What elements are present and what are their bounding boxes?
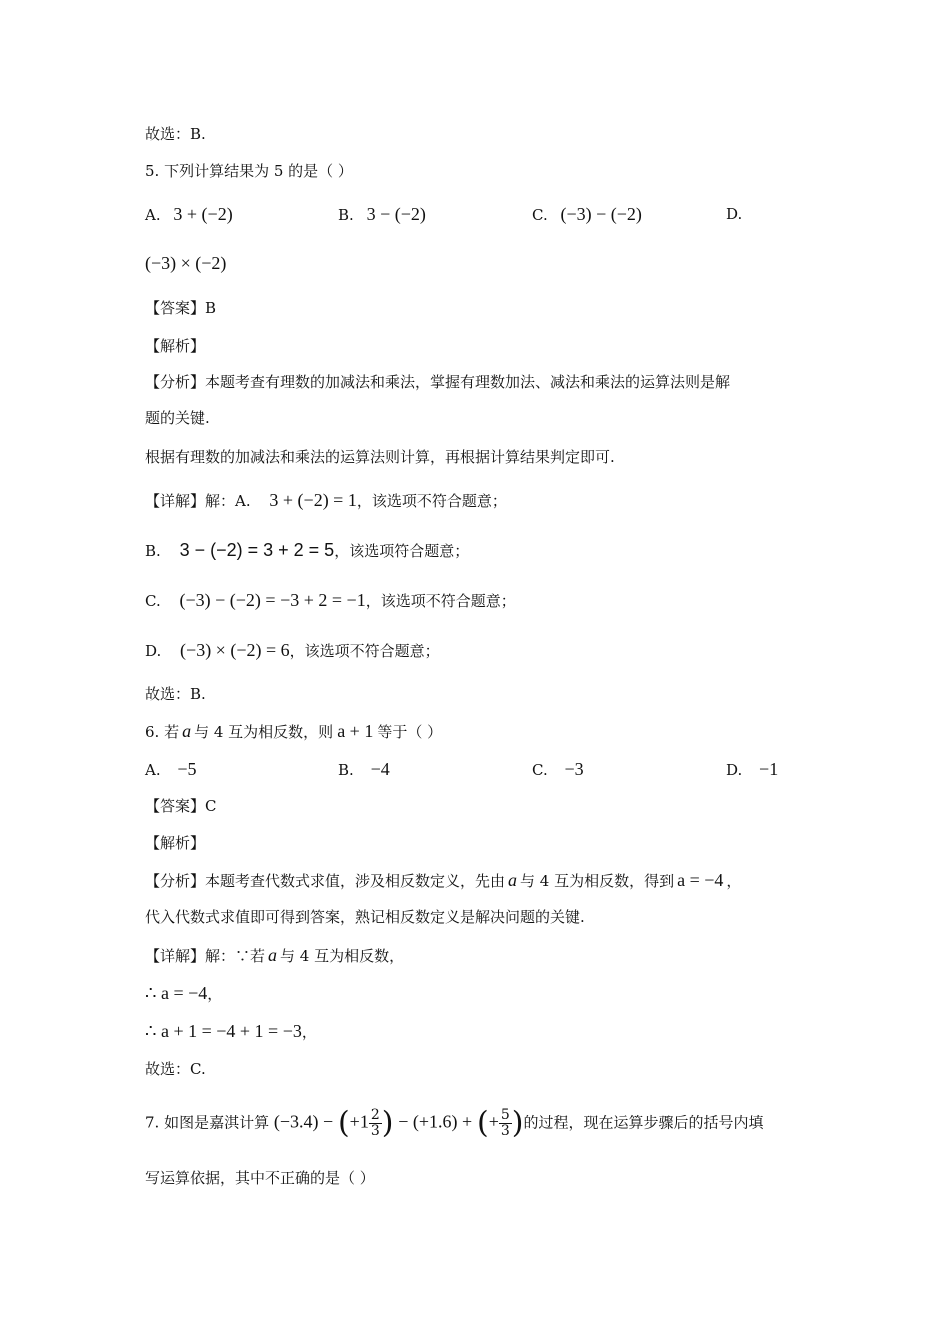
stem-text: 等于（ ）: [377, 723, 443, 741]
q5-detail-b: [145, 539, 469, 562]
term-2-whole: +1: [349, 1111, 369, 1132]
detail-expr: (−3) × (−2) = 6: [180, 640, 290, 660]
option-label: D.: [726, 761, 743, 779]
option-expr: −1: [759, 759, 779, 779]
term-1: (−3.4) −: [273, 1111, 334, 1132]
q6-analysis-line-2: 代入代数式求值即可得到答案，熟记相反数定义是解决问题的关键.: [145, 908, 585, 926]
stem-text: 6. 若: [145, 723, 180, 741]
step-text: ，: [207, 985, 223, 1003]
q6-option-d: [726, 758, 778, 781]
q7-stem-line-1: [145, 1105, 764, 1141]
analysis-text: 与 4 互为相反数，得到: [520, 872, 675, 890]
detail-expr: (−3) − (−2) = −3 + 2 = −1: [179, 590, 366, 610]
detail-prefix: 【详解】解：A.: [145, 492, 251, 510]
paren-close: ): [381, 1105, 394, 1141]
q6-detail: [145, 944, 404, 967]
q4-conclusion: 故选：B.: [145, 125, 206, 143]
detail-note: ，该选项不符合题意；: [365, 592, 516, 610]
denominator: 3: [500, 1123, 510, 1139]
variable-a: a: [182, 721, 192, 741]
option-expr: −4: [370, 759, 390, 779]
q5-detail-c: [145, 589, 516, 612]
analysis-text: ，: [726, 872, 742, 890]
term-4-sign: +: [488, 1111, 499, 1132]
q5-option-b: [338, 203, 426, 226]
q5-option-d: [726, 203, 742, 225]
q6-step-1: [145, 982, 222, 1005]
detail-note: ，该选项符合题意；: [334, 542, 470, 560]
stem-text: 与 4 互为相反数，则: [194, 723, 334, 741]
q5-answer: 【答案】B: [145, 299, 217, 317]
paren-open: (: [476, 1105, 489, 1141]
q7-stem-line-2: 写运算依据，其中不正确的是（ ）: [145, 1169, 375, 1187]
analysis-text: 【分析】本题考查代数式求值，涉及相反数定义，先由: [145, 872, 506, 890]
q6-conclusion: 故选：C.: [145, 1060, 206, 1078]
detail-expr: 3 + (−2) = 1: [269, 490, 357, 510]
option-label: B.: [338, 206, 354, 224]
analysis-expr: a = −4: [677, 870, 724, 890]
option-label: A.: [145, 761, 161, 779]
detail-text: 与 4 互为相反数，: [280, 947, 405, 965]
option-label: C.: [532, 206, 548, 224]
q6-answer: 【答案】C: [145, 797, 217, 815]
q5-option-d-expr: (−3) × (−2): [145, 253, 227, 273]
option-label: C.: [532, 761, 548, 779]
step-expr: ∴ a = −4: [145, 983, 208, 1003]
option-expr: 3 + (−2): [173, 204, 233, 224]
detail-text: 【详解】解：∵若: [145, 947, 266, 965]
stem-text: 7. 如图是嘉淇计算: [145, 1113, 270, 1132]
q6-option-a: [145, 758, 197, 781]
q5-analysis-line-2: 题的关键.: [145, 409, 210, 427]
q5-conclusion: 故选：B.: [145, 685, 206, 703]
variable-a: a: [268, 945, 278, 965]
q6-stem: [145, 720, 442, 743]
stem-text: 的过程，现在运算步骤后的括号内填: [523, 1113, 764, 1132]
fraction-5-3: [499, 1108, 512, 1139]
paren-close: ): [511, 1105, 524, 1141]
step-text: ，: [301, 1023, 317, 1041]
option-label: A.: [145, 206, 161, 224]
option-label: D.: [726, 205, 743, 223]
q5-stem: 5. 下列计算结果为 5 的是（ ）: [145, 162, 353, 180]
q5-analysis-title: 【解析】: [145, 337, 206, 355]
step-expr: ∴ a + 1 = −4 + 1 = −3: [145, 1021, 302, 1041]
q6-option-c: [532, 758, 584, 781]
detail-label: C.: [145, 592, 161, 610]
detail-label: D.: [145, 642, 162, 660]
q6-analysis-line-1: [145, 869, 741, 892]
paren-open: (: [337, 1105, 350, 1141]
option-expr: 3 − (−2): [366, 204, 426, 224]
q5-detail-a: [145, 489, 507, 512]
numerator: 2: [370, 1107, 380, 1123]
q6-option-b: [338, 758, 390, 781]
detail-note: ，该选项不符合题意；: [356, 492, 507, 510]
option-expr: (−3) − (−2): [560, 204, 642, 224]
q5-analysis-line-3: 根据有理数的加减法和乘法的运算法则计算，再根据计算结果判定即可.: [145, 448, 615, 466]
q5-analysis-line-1: 【分析】本题考查有理数的加减法和乘法，掌握有理数加法、减法和乘法的运算法则是解: [145, 373, 731, 391]
q5-detail-d: [145, 639, 440, 662]
detail-expr: 3 − (−2) = 3 + 2 = 5: [179, 540, 335, 560]
option-expr: −5: [177, 759, 197, 779]
q5-option-c: [532, 203, 642, 226]
detail-label: B.: [145, 542, 161, 560]
numerator: 5: [500, 1107, 510, 1123]
denominator: 3: [370, 1123, 380, 1139]
stem-expr: a + 1: [337, 721, 374, 741]
q5-option-a: [145, 203, 233, 226]
term-3: − (+1.6) +: [398, 1111, 473, 1132]
q6-analysis-title: 【解析】: [145, 834, 206, 852]
option-label: B.: [338, 761, 354, 779]
detail-note: ，该选项不符合题意；: [289, 642, 440, 660]
option-expr: −3: [564, 759, 584, 779]
fraction-2-3: [369, 1108, 382, 1139]
q6-step-2: [145, 1020, 317, 1043]
variable-a: a: [508, 870, 518, 890]
